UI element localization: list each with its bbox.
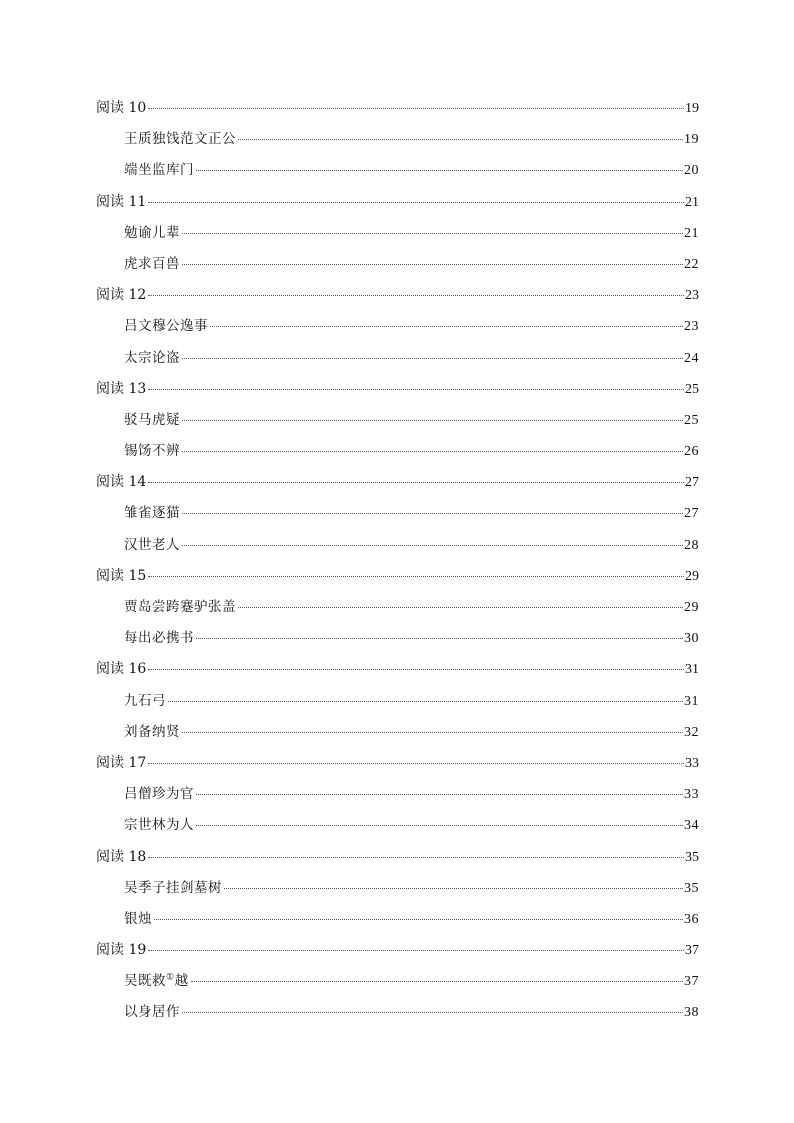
toc-entry-title [124, 784, 194, 804]
dot-leader [196, 169, 683, 171]
toc-page-number: 33 [684, 787, 699, 803]
dot-leader [196, 824, 683, 826]
toc-page-number: 19 [684, 132, 699, 148]
toc-section-entry[interactable] [96, 379, 699, 410]
toc-section-entry[interactable] [96, 98, 699, 129]
dot-leader [148, 668, 684, 670]
toc-page-number: 34 [684, 818, 699, 834]
toc-entry-title-text: 汉世老人 [124, 536, 180, 553]
dot-leader [182, 544, 683, 546]
dot-leader [182, 263, 683, 265]
toc-page-number: 21 [684, 225, 699, 241]
dot-leader [148, 388, 684, 390]
toc-entry-title-text: 锡饧不辨 [124, 443, 180, 460]
toc-page-number: 35 [685, 849, 699, 865]
toc-entry-title-text: 阅读 13 [96, 380, 147, 397]
dot-leader [148, 107, 684, 109]
toc-section-entry[interactable] [96, 753, 699, 784]
toc-page-number: 19 [685, 101, 699, 116]
toc-subentry[interactable] [96, 878, 699, 909]
dot-leader [148, 949, 684, 951]
toc-entry-title-text: 阅读 12 [96, 287, 147, 304]
toc-subentry[interactable] [96, 1002, 699, 1033]
toc-entry-title [124, 348, 180, 368]
toc-entry-title [96, 753, 146, 773]
dot-leader [182, 512, 683, 514]
dot-leader [148, 762, 684, 764]
toc-page-number: 27 [684, 506, 699, 522]
toc-subentry[interactable] [96, 597, 699, 628]
dot-leader [182, 357, 683, 359]
footnote-marker: ① [166, 972, 175, 983]
toc-entry-title [96, 285, 146, 305]
toc-subentry[interactable] [96, 815, 699, 846]
toc-entry-title [96, 940, 146, 960]
toc-entry-title-text: 吕僧珍为官 [124, 786, 194, 803]
toc-entry-title [96, 192, 146, 212]
toc-subentry[interactable] [96, 223, 699, 254]
dot-leader [148, 481, 684, 483]
toc-entry-title [124, 722, 180, 742]
toc-entry-title [124, 535, 180, 555]
dot-leader [148, 201, 684, 203]
dot-leader [148, 575, 684, 577]
toc-page-number: 23 [684, 319, 699, 335]
toc-subentry[interactable] [96, 691, 699, 722]
toc-entry-title-text: 驳马虎疑 [124, 411, 180, 428]
toc-page-number: 30 [684, 631, 699, 647]
toc-entry-title-text: 阅读 18 [96, 848, 147, 865]
toc-entry-title-text: 吴既救 [124, 973, 166, 990]
toc-entry-title [124, 160, 194, 180]
toc-subentry[interactable] [96, 441, 699, 472]
toc-page-number: 38 [684, 1005, 699, 1021]
dot-leader [182, 1011, 683, 1013]
dot-leader [154, 918, 683, 920]
toc-entry-title-text: 每出必携书 [124, 630, 194, 647]
toc-entry-title-text: 阅读 15 [96, 567, 147, 584]
toc-subentry[interactable] [96, 971, 699, 1002]
toc-page-number: 31 [684, 693, 699, 709]
toc-entry-title [124, 1002, 180, 1022]
toc-entry-title-text: 阅读 10 [96, 100, 147, 116]
toc-page-number: 32 [684, 724, 699, 740]
toc-page-number: 36 [684, 911, 699, 927]
toc-page-number: 29 [685, 568, 699, 584]
toc-entry-title-text: 吕文穆公逸事 [124, 318, 208, 335]
toc-entry-title [124, 597, 236, 617]
toc-entry-title [124, 878, 222, 898]
dot-leader [148, 294, 684, 296]
toc-entry-title [96, 659, 146, 679]
toc-entry-title [124, 441, 180, 461]
dot-leader [191, 980, 683, 982]
toc-page-number: 37 [685, 943, 699, 959]
toc-entry-title-text: 刘备纳贤 [124, 723, 180, 740]
toc-entry-title-text: 阅读 16 [96, 661, 147, 678]
toc-section-entry[interactable] [96, 566, 699, 597]
toc-subentry[interactable] [96, 628, 699, 659]
toc-subentry[interactable] [96, 129, 699, 160]
toc-section-entry[interactable] [96, 472, 699, 503]
dot-leader [168, 700, 683, 702]
toc-entry-title-suffix: 越 [174, 973, 189, 990]
toc-section-entry[interactable] [96, 940, 699, 971]
toc-page-number: 28 [684, 537, 699, 553]
toc-entry-title-text: 九石弓 [124, 692, 166, 709]
toc-subentry[interactable] [96, 316, 699, 347]
dot-leader [238, 138, 683, 140]
toc-subentry[interactable] [96, 254, 699, 285]
toc-section-entry[interactable] [96, 659, 699, 690]
toc-page-number: 25 [684, 412, 699, 428]
toc-entry-title-text: 银烛 [124, 910, 152, 927]
toc-entry-title [96, 379, 146, 399]
toc-entry-title-text: 宗世林为人 [124, 817, 194, 834]
toc-subentry[interactable] [96, 503, 699, 534]
toc-entry-title [96, 98, 146, 118]
dot-leader [182, 232, 683, 234]
toc-entry-title [124, 316, 208, 336]
toc-entry-title-text: 阅读 14 [96, 474, 147, 491]
toc-page-number: 31 [685, 662, 699, 678]
toc-page-number: 33 [685, 755, 699, 771]
toc-entry-title [96, 472, 146, 492]
toc-entry-title-text: 雏雀逐猫 [124, 505, 180, 522]
toc-page-number: 24 [684, 350, 699, 366]
toc-page-number: 27 [685, 475, 699, 491]
toc-subentry[interactable] [96, 348, 699, 379]
toc-entry-title [124, 909, 152, 929]
toc-entry-title-text: 以身居作 [124, 1004, 180, 1021]
toc-entry-title-text: 太宗论盗 [124, 349, 180, 366]
toc-entry-title-text: 阅读 11 [96, 193, 147, 210]
toc-entry-title [124, 223, 180, 243]
toc-section-entry[interactable] [96, 847, 699, 878]
toc-subentry[interactable] [96, 410, 699, 441]
toc-entry-title [96, 847, 146, 867]
toc-page-number: 25 [685, 381, 699, 397]
toc-subentry[interactable] [96, 722, 699, 753]
toc-entry-title [124, 129, 236, 149]
toc-page-number: 35 [684, 880, 699, 896]
toc-entry-title [124, 254, 180, 274]
toc-page-number: 26 [684, 444, 699, 460]
toc-entry-title [124, 410, 180, 430]
toc-page-number: 29 [684, 600, 699, 615]
toc-entry-title-text: 虎求百兽 [124, 255, 180, 272]
toc-entry-title-text: 王质独饯范文正公 [124, 131, 236, 148]
toc-page-number: 21 [685, 194, 699, 210]
toc-entry-title-text: 阅读 17 [96, 754, 147, 771]
toc-subentry[interactable] [96, 535, 699, 566]
toc-entry-title-text: 勉谕儿辈 [124, 224, 180, 241]
toc-page-number: 23 [685, 288, 699, 304]
toc-page-number: 20 [684, 163, 699, 179]
toc-entry-title-text: 贾岛尝跨蹇驴张盖 [124, 599, 236, 615]
dot-leader [148, 856, 684, 858]
toc-entry-title [96, 566, 146, 586]
toc-entry-title-text: 阅读 19 [96, 942, 147, 959]
toc-subentry[interactable] [96, 909, 699, 940]
toc-section-entry[interactable] [96, 192, 699, 223]
toc-entry-title [124, 628, 194, 648]
dot-leader [238, 606, 683, 608]
toc-subentry[interactable] [96, 784, 699, 815]
toc-subentry[interactable] [96, 160, 699, 191]
dot-leader [196, 637, 683, 639]
toc-entry-title-text: 端坐监库门 [124, 162, 194, 179]
toc-page-number: 37 [684, 974, 699, 990]
table-of-contents [96, 98, 699, 1034]
toc-page-number: 22 [684, 256, 699, 272]
dot-leader [224, 887, 683, 889]
dot-leader [182, 731, 683, 733]
dot-leader [182, 419, 683, 421]
toc-section-entry[interactable] [96, 285, 699, 316]
dot-leader [210, 325, 683, 327]
toc-entry-title [124, 503, 180, 523]
toc-entry-title-text: 吴季子挂剑墓树 [124, 879, 222, 896]
dot-leader [196, 793, 683, 795]
toc-entry-title [124, 691, 166, 711]
toc-entry-title [124, 815, 194, 835]
dot-leader [182, 450, 683, 452]
toc-entry-title [124, 971, 189, 991]
